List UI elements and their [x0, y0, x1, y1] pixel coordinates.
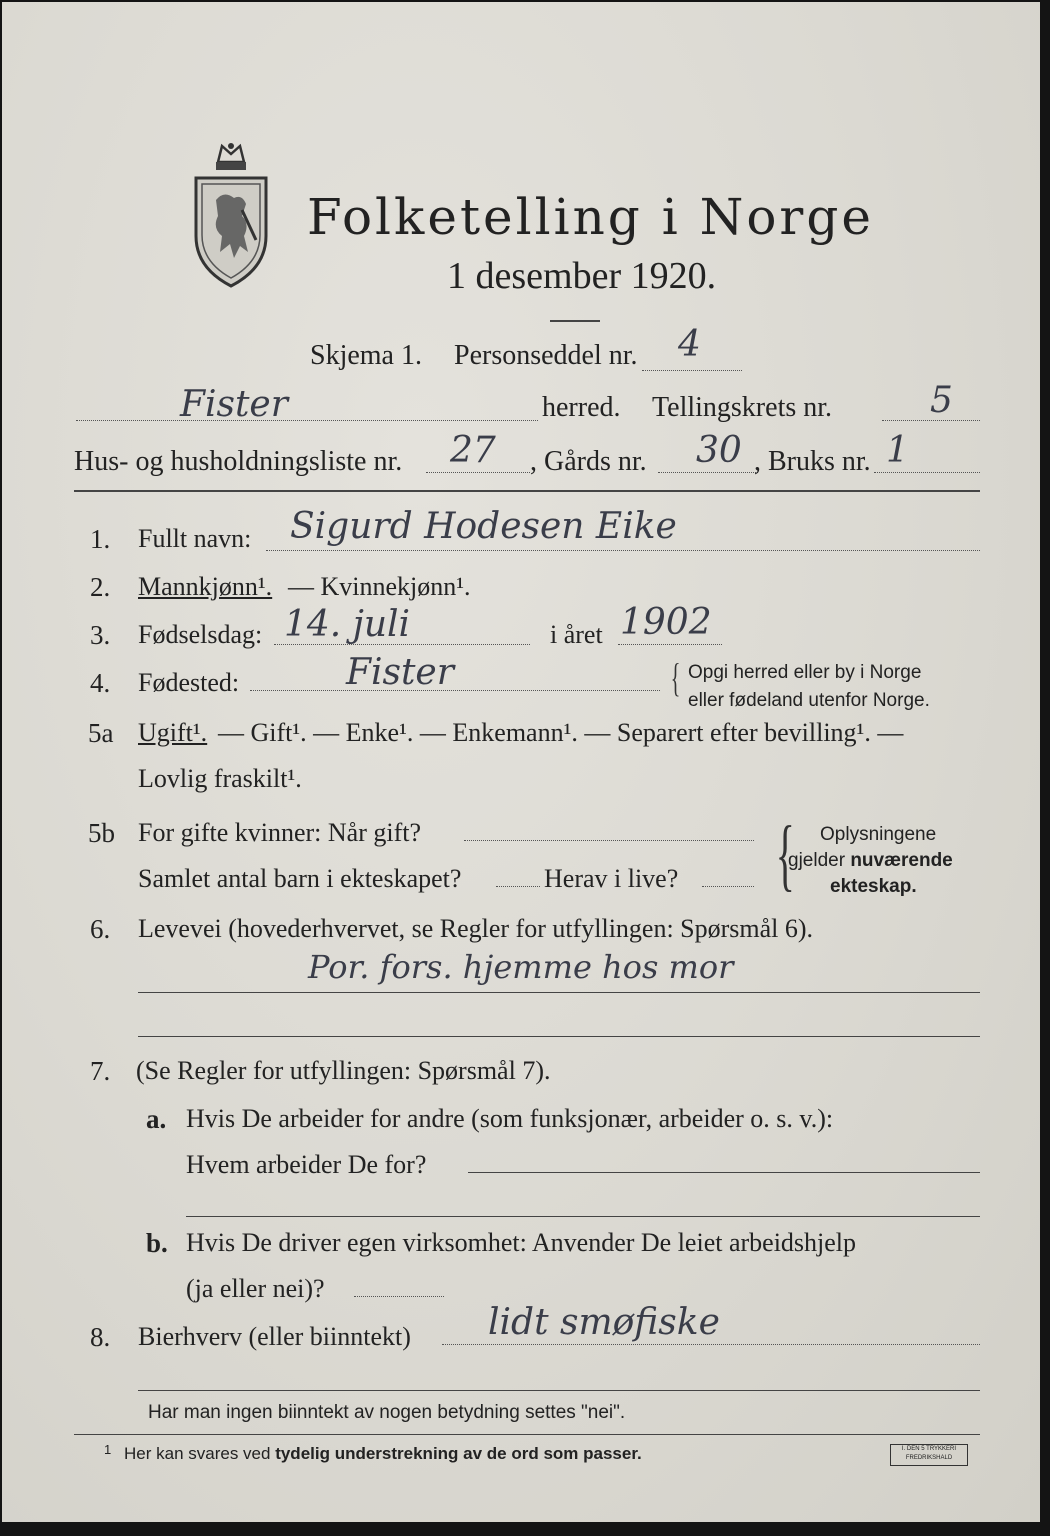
- bruks-value: 1: [886, 430, 909, 471]
- birthplace-note-1: Opgi herred eller by i Norge: [688, 662, 922, 683]
- printer-mark: I. DEN 5 TRYKKERI FREDRIKSHALD: [890, 1444, 968, 1466]
- side-income-label: Bierhverv (eller biinntekt): [138, 1322, 411, 1351]
- bruks-label: , Bruks nr.: [754, 446, 871, 477]
- gards-label: , Gårds nr.: [530, 446, 647, 477]
- hus-value: 27: [450, 430, 496, 471]
- marriage-note-2: gjelder nuværende: [788, 850, 953, 871]
- side-income-value: lidt smøfiske: [488, 1302, 720, 1343]
- brace-5b: {: [775, 811, 795, 899]
- children-total-label: Samlet antal barn i ekteskapet?: [138, 864, 462, 893]
- birthday-value: 14. juli: [284, 604, 411, 645]
- herred-value: Fister: [180, 384, 288, 425]
- q7a-letter: a.: [146, 1104, 167, 1134]
- female-option: — Kvinnekjønn¹.: [288, 572, 471, 601]
- occupation-value: Por. fors. hjemme hos mor: [308, 948, 734, 986]
- hired-help-label: (ja eller nei)?: [186, 1274, 325, 1303]
- footnote-mark: 1: [104, 1442, 112, 1457]
- q5b-number: 5b: [88, 818, 115, 848]
- marital-options: — Gift¹. — Enke¹. — Enkemann¹. — Separert efter bevilling¹. —: [218, 718, 904, 747]
- full-name-label: Fullt navn:: [138, 524, 252, 553]
- herred-label: herred.: [542, 392, 621, 423]
- ugift-option: Ugift¹.: [138, 718, 208, 747]
- q7-number: 7.: [90, 1056, 111, 1086]
- census-form: [2, 2, 1040, 1522]
- birthday-label: Fødselsdag:: [138, 620, 263, 649]
- q2-number: 2.: [90, 572, 111, 602]
- brace-left: {: [670, 655, 681, 700]
- q1-number: 1.: [90, 524, 111, 554]
- title-divider: [550, 320, 600, 322]
- marriage-note-1: Oplysningene: [820, 824, 937, 845]
- hus-label: Hus- og husholdningsliste nr.: [74, 446, 403, 477]
- q7b-text: Hvis De driver egen virksomhet: Anvender De leiet arbeidshjelp: [186, 1228, 857, 1257]
- year-value: 1902: [620, 602, 712, 643]
- footnote-text: Her kan svares ved tydelig understrekning av de ord som passer.: [124, 1444, 642, 1463]
- header-rule: [74, 490, 980, 492]
- married-when-label: For gifte kvinner: Når gift?: [138, 818, 422, 847]
- nei-note: Har man ingen biinntekt av nogen betydning settes "nei".: [148, 1402, 626, 1423]
- q3-number: 3.: [90, 620, 111, 650]
- q6-number: 6.: [90, 914, 111, 944]
- gards-value: 30: [696, 430, 742, 471]
- birthplace-value: Fister: [346, 652, 454, 693]
- birthplace-label: Fødested:: [138, 668, 240, 697]
- lovlig-fraskilt: Lovlig fraskilt¹.: [138, 764, 302, 793]
- children-alive-label: Herav i live?: [544, 864, 679, 893]
- birthplace-note-2: eller fødeland utenfor Norge.: [688, 690, 930, 711]
- personseddel-label: Personseddel nr.: [454, 340, 638, 371]
- personseddel-value: 4: [678, 324, 701, 365]
- marriage-note-3: ekteskap.: [830, 876, 917, 897]
- occupation-label: Levevei (hovederhvervet, se Regler for utfyllingen: Spørsmål 6).: [138, 914, 814, 943]
- q5a-number: 5a: [88, 718, 114, 748]
- q7a-text: Hvis De arbeider for andre (som funksjonær, arbeider o. s. v.):: [186, 1104, 834, 1133]
- form-title: Folketelling i Norge: [307, 188, 874, 246]
- full-name-value: Sigurd Hodesen Eike: [290, 506, 677, 547]
- year-label: i året: [550, 620, 603, 649]
- coat-of-arms-icon: [190, 140, 272, 288]
- tellingskrets-label: Tellingskrets nr.: [652, 392, 833, 423]
- schema-label: Skjema 1.: [310, 340, 422, 371]
- tellingskrets-value: 5: [930, 380, 953, 421]
- q7b-letter: b.: [146, 1228, 168, 1258]
- employer-label: Hvem arbeider De for?: [186, 1150, 427, 1179]
- q8-number: 8.: [90, 1322, 111, 1352]
- census-date: 1 desember 1920.: [447, 255, 717, 297]
- q7-label: (Se Regler for utfyllingen: Spørsmål 7).: [136, 1056, 551, 1085]
- male-option: Mannkjønn¹.: [138, 572, 273, 601]
- q4-number: 4.: [90, 668, 111, 698]
